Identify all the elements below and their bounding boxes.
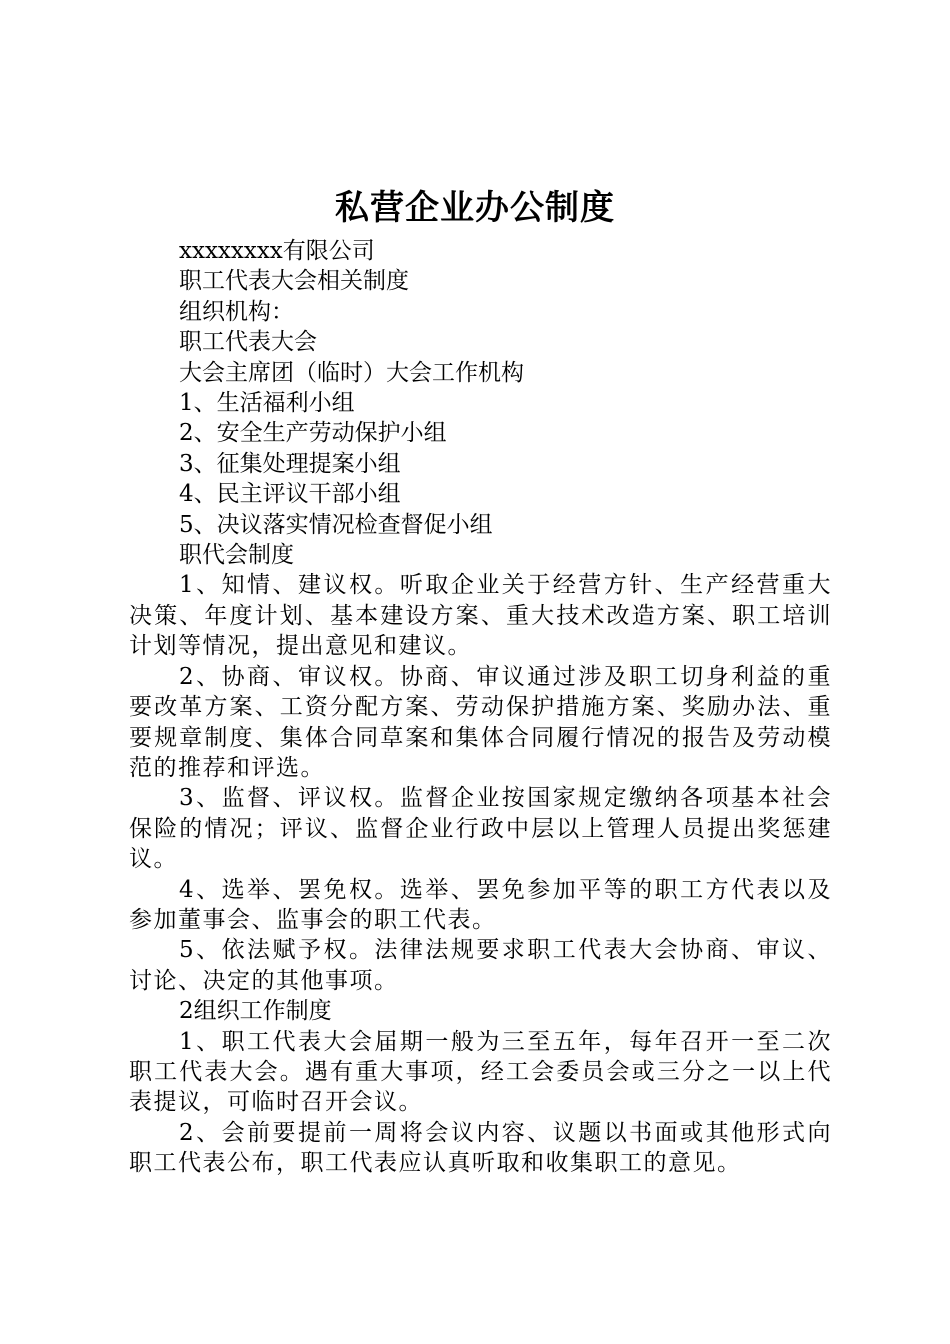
company-name: xxxxxxxx有限公司 [179, 238, 375, 264]
section-heading-congress-rules: 职代会制度 [179, 542, 294, 569]
org-group-3: 3、征集处理提案小组 [179, 450, 401, 477]
section-heading-organization: 2组织工作制度 [179, 998, 332, 1025]
org-item-presidium: 大会主席团（临时）大会工作机构 [179, 359, 524, 386]
paragraph-right-3: 3、监督、评议权。监督企业按国家规定缴纳各项基本社会保险的情况；评议、监督企业行政中层以上管理人员提出奖惩建议。 [129, 785, 832, 873]
org-group-1: 1、生活福利小组 [179, 390, 355, 417]
paragraph-right-5: 5、依法赋予权。法律法规要求职工代表大会协商、审议、讨论、决定的其他事项。 [129, 937, 832, 994]
org-group-2: 2、安全生产劳动保护小组 [179, 420, 447, 447]
org-group-5: 5、决议落实情况检查督促小组 [179, 511, 493, 538]
paragraph-org-2: 2、会前要提前一周将会议内容、议题以书面或其他形式向职工代表公布，职工代表应认真听取和收集职工的意见。 [129, 1119, 832, 1177]
paragraph-org-1: 1、职工代表大会届期一般为三至五年，每年召开一至二次职工代表大会。遇有重大事项，经工会委员会或三分之一以上代表提议，可临时召开会议。 [129, 1028, 832, 1116]
org-group-4: 4、民主评议干部小组 [179, 481, 401, 508]
org-structure-heading: 组织机构： [179, 298, 294, 325]
paragraph-right-2: 2、协商、审议权。协商、审议通过涉及职工切身利益的重要改革方案、工资分配方案、劳动保护措施方案、奖励办法、重要规章制度、集体合同草案和集体合同履行情况的报告及劳动模范的推荐和评选。 [129, 663, 832, 781]
document-title: 私营企业办公制度 [335, 188, 615, 228]
subtitle-line: 职工代表大会相关制度 [179, 268, 409, 295]
org-item-congress: 职工代表大会 [179, 329, 317, 356]
document-body [129, 236, 832, 1179]
paragraph-right-1: 1、知情、建议权。听取企业关于经营方针、生产经营重大决策、年度计划、基本建设方案、重大技术改造方案、职工培训计划等情况，提出意见和建议。 [129, 572, 832, 660]
paragraph-right-4: 4、选举、罢免权。选举、罢免参加平等的职工方代表以及参加董事会、监事会的职工代表。 [129, 876, 832, 933]
